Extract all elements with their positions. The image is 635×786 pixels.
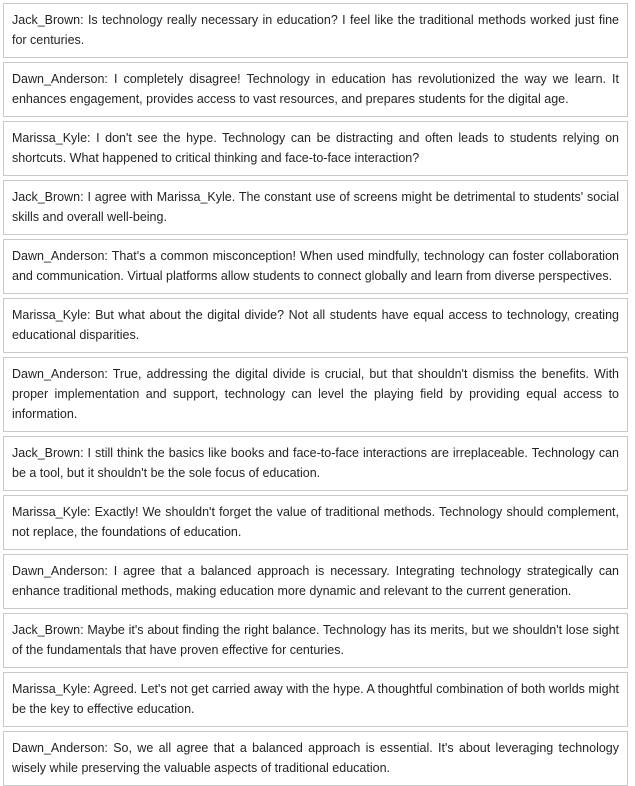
chat-transcript [3, 3, 628, 786]
chat-message-text-block [12, 679, 619, 719]
message-author: Jack_Brown [12, 190, 81, 204]
author-separator: : [87, 505, 95, 519]
chat-message-text-block [12, 364, 619, 424]
message-author: Dawn_Anderson [12, 564, 105, 578]
message-text: I agree with Marissa_Kyle. The constant use of screens might be detrimental to students' social skills and overall well-being. [12, 190, 619, 224]
author-separator: : [104, 249, 112, 263]
author-separator: : [80, 190, 88, 204]
message-text: That's a common misconception! When used mindfully, technology can foster collaboration and communication. Virtual platforms allow students to connect globally and learn from diverse perspectives. [12, 249, 619, 283]
message-author: Dawn_Anderson [12, 72, 105, 86]
message-text: Agreed. Let's not get carried away with the hype. A thoughtful combination of both worlds might be the key to effective education. [12, 682, 619, 716]
author-separator: : [87, 131, 97, 145]
chat-message-row [3, 731, 628, 786]
chat-message-text-block [12, 10, 619, 50]
chat-message-row [3, 436, 628, 491]
chat-message-text-block [12, 443, 619, 483]
message-author: Marissa_Kyle [12, 682, 88, 696]
chat-message-text-block [12, 502, 619, 542]
chat-message-row [3, 3, 628, 58]
message-author: Dawn_Anderson [12, 367, 105, 381]
chat-message-row [3, 495, 628, 550]
author-separator: : [104, 72, 114, 86]
author-separator: : [104, 367, 113, 381]
message-text: So, we all agree that a balanced approach is essential. It's about leveraging technology wisely while preserving the valuable aspects of traditional education. [12, 741, 619, 775]
chat-message-text-block [12, 128, 619, 168]
chat-message-text-block [12, 187, 619, 227]
author-separator: : [80, 446, 88, 460]
author-separator: : [87, 682, 94, 696]
chat-message-row [3, 298, 628, 353]
chat-message-row [3, 180, 628, 235]
chat-message-row [3, 554, 628, 609]
author-separator: : [104, 564, 114, 578]
chat-message-row [3, 121, 628, 176]
chat-message-text-block [12, 620, 619, 660]
chat-message-text-block [12, 305, 619, 345]
chat-message-row [3, 672, 628, 727]
message-author: Dawn_Anderson [12, 249, 105, 263]
author-separator: : [104, 741, 114, 755]
author-separator: : [80, 13, 88, 27]
message-text: Exactly! We shouldn't forget the value of traditional methods. Technology should complement, not replace, the foundations of education. [12, 505, 619, 539]
message-author: Jack_Brown [12, 13, 81, 27]
message-text: But what about the digital divide? Not all students have equal access to technology, creating educational disparities. [12, 308, 619, 342]
message-author: Marissa_Kyle [12, 131, 88, 145]
message-text: Maybe it's about finding the right balance. Technology has its merits, but we shouldn't lose sight of the fundamentals that have proven effective for centuries. [12, 623, 619, 657]
chat-message-row [3, 239, 628, 294]
message-text: Is technology really necessary in education? I feel like the traditional methods worked just fine for centuries. [12, 13, 619, 47]
message-text: True, addressing the digital divide is crucial, but that shouldn't dismiss the benefits. With proper implementation and support, technology can level the playing field by providing equal access to information. [12, 367, 619, 421]
chat-message-text-block [12, 561, 619, 601]
chat-message-row [3, 613, 628, 668]
message-text: I don't see the hype. Technology can be distracting and often leads to students relying on shortcuts. What happened to critical thinking and face-to-face interaction? [12, 131, 619, 165]
author-separator: : [87, 308, 96, 322]
author-separator: : [80, 623, 88, 637]
message-author: Dawn_Anderson [12, 741, 105, 755]
message-author: Marissa_Kyle [12, 308, 88, 322]
chat-message-text-block [12, 69, 619, 109]
message-text: I completely disagree! Technology in education has revolutionized the way we learn. It enhances engagement, provides access to vast resources, and prepares students for the digital age. [12, 72, 619, 106]
message-author: Jack_Brown [12, 623, 81, 637]
message-text: I agree that a balanced approach is necessary. Integrating technology strategically can enhance traditional methods, making education more dynamic and relevant to the current generation. [12, 564, 619, 598]
chat-message-row [3, 62, 628, 117]
message-author: Marissa_Kyle [12, 505, 88, 519]
chat-message-row [3, 357, 628, 432]
chat-message-text-block [12, 738, 619, 778]
message-text: I still think the basics like books and face-to-face interactions are irreplaceable. Technology can be a tool, but it shouldn't be the sole focus of education. [12, 446, 620, 480]
chat-message-text-block [12, 246, 619, 286]
message-author: Jack_Brown [12, 446, 81, 460]
